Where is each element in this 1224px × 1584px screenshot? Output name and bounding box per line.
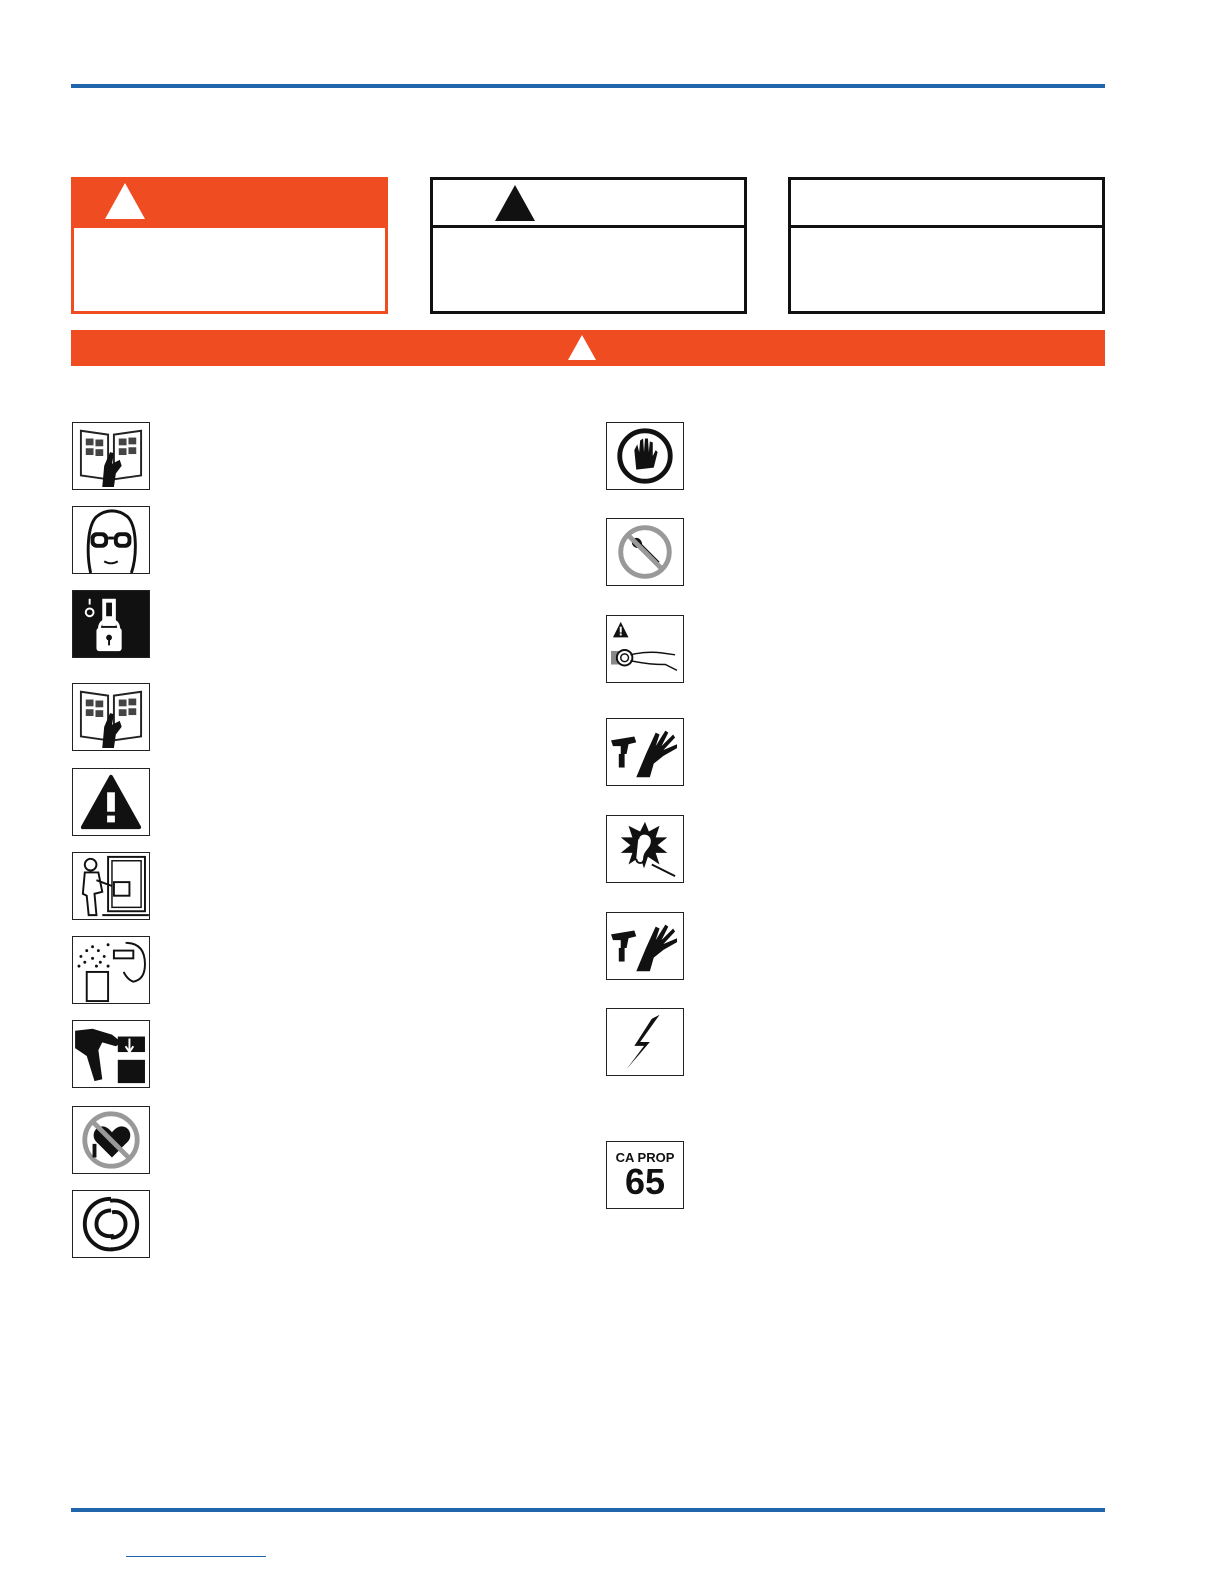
footer-rule (71, 1508, 1105, 1512)
prop65-line1: CA PROP (615, 1150, 675, 1165)
danger-signal-header (71, 177, 388, 228)
prop65-line2: 65 (624, 1161, 666, 1202)
no-modification-icon (606, 518, 684, 586)
footer-link[interactable] (126, 1556, 266, 1557)
pinch-point-icon (72, 1020, 150, 1088)
eye-protection-icon (72, 506, 150, 574)
warning-signal-body (433, 228, 744, 311)
spray-mask-icon (72, 936, 150, 1004)
warning-signal-box (430, 177, 747, 314)
stop-hand-icon (606, 422, 684, 490)
lockout-icon (72, 590, 150, 658)
read-manual-icon (72, 683, 150, 751)
general-warning-icon (72, 768, 150, 836)
hazard-band (71, 330, 1105, 366)
hearing-protection-icon (606, 815, 684, 883)
header-rule (71, 84, 1105, 88)
injection-hazard-icon (606, 718, 684, 786)
warning-triangle-icon (568, 335, 596, 360)
ventilation-booth-icon (72, 852, 150, 920)
ca-prop-65-icon (606, 1141, 684, 1209)
notice-signal-header (791, 180, 1102, 228)
pressure-relief-icon (606, 615, 684, 683)
warning-signal-header (433, 180, 744, 228)
danger-signal-box (71, 177, 388, 314)
danger-signal-body (74, 228, 385, 311)
notice-signal-body (791, 228, 1102, 311)
notice-signal-box (788, 177, 1105, 314)
electrical-hazard-icon (606, 1008, 684, 1076)
injection-hazard-icon (606, 912, 684, 980)
no-pacemaker-icon (72, 1106, 150, 1174)
warning-triangle-icon (495, 185, 535, 221)
fire-rotation-icon (72, 1190, 150, 1258)
read-manual-icon (72, 422, 150, 490)
warning-triangle-icon (105, 183, 145, 219)
